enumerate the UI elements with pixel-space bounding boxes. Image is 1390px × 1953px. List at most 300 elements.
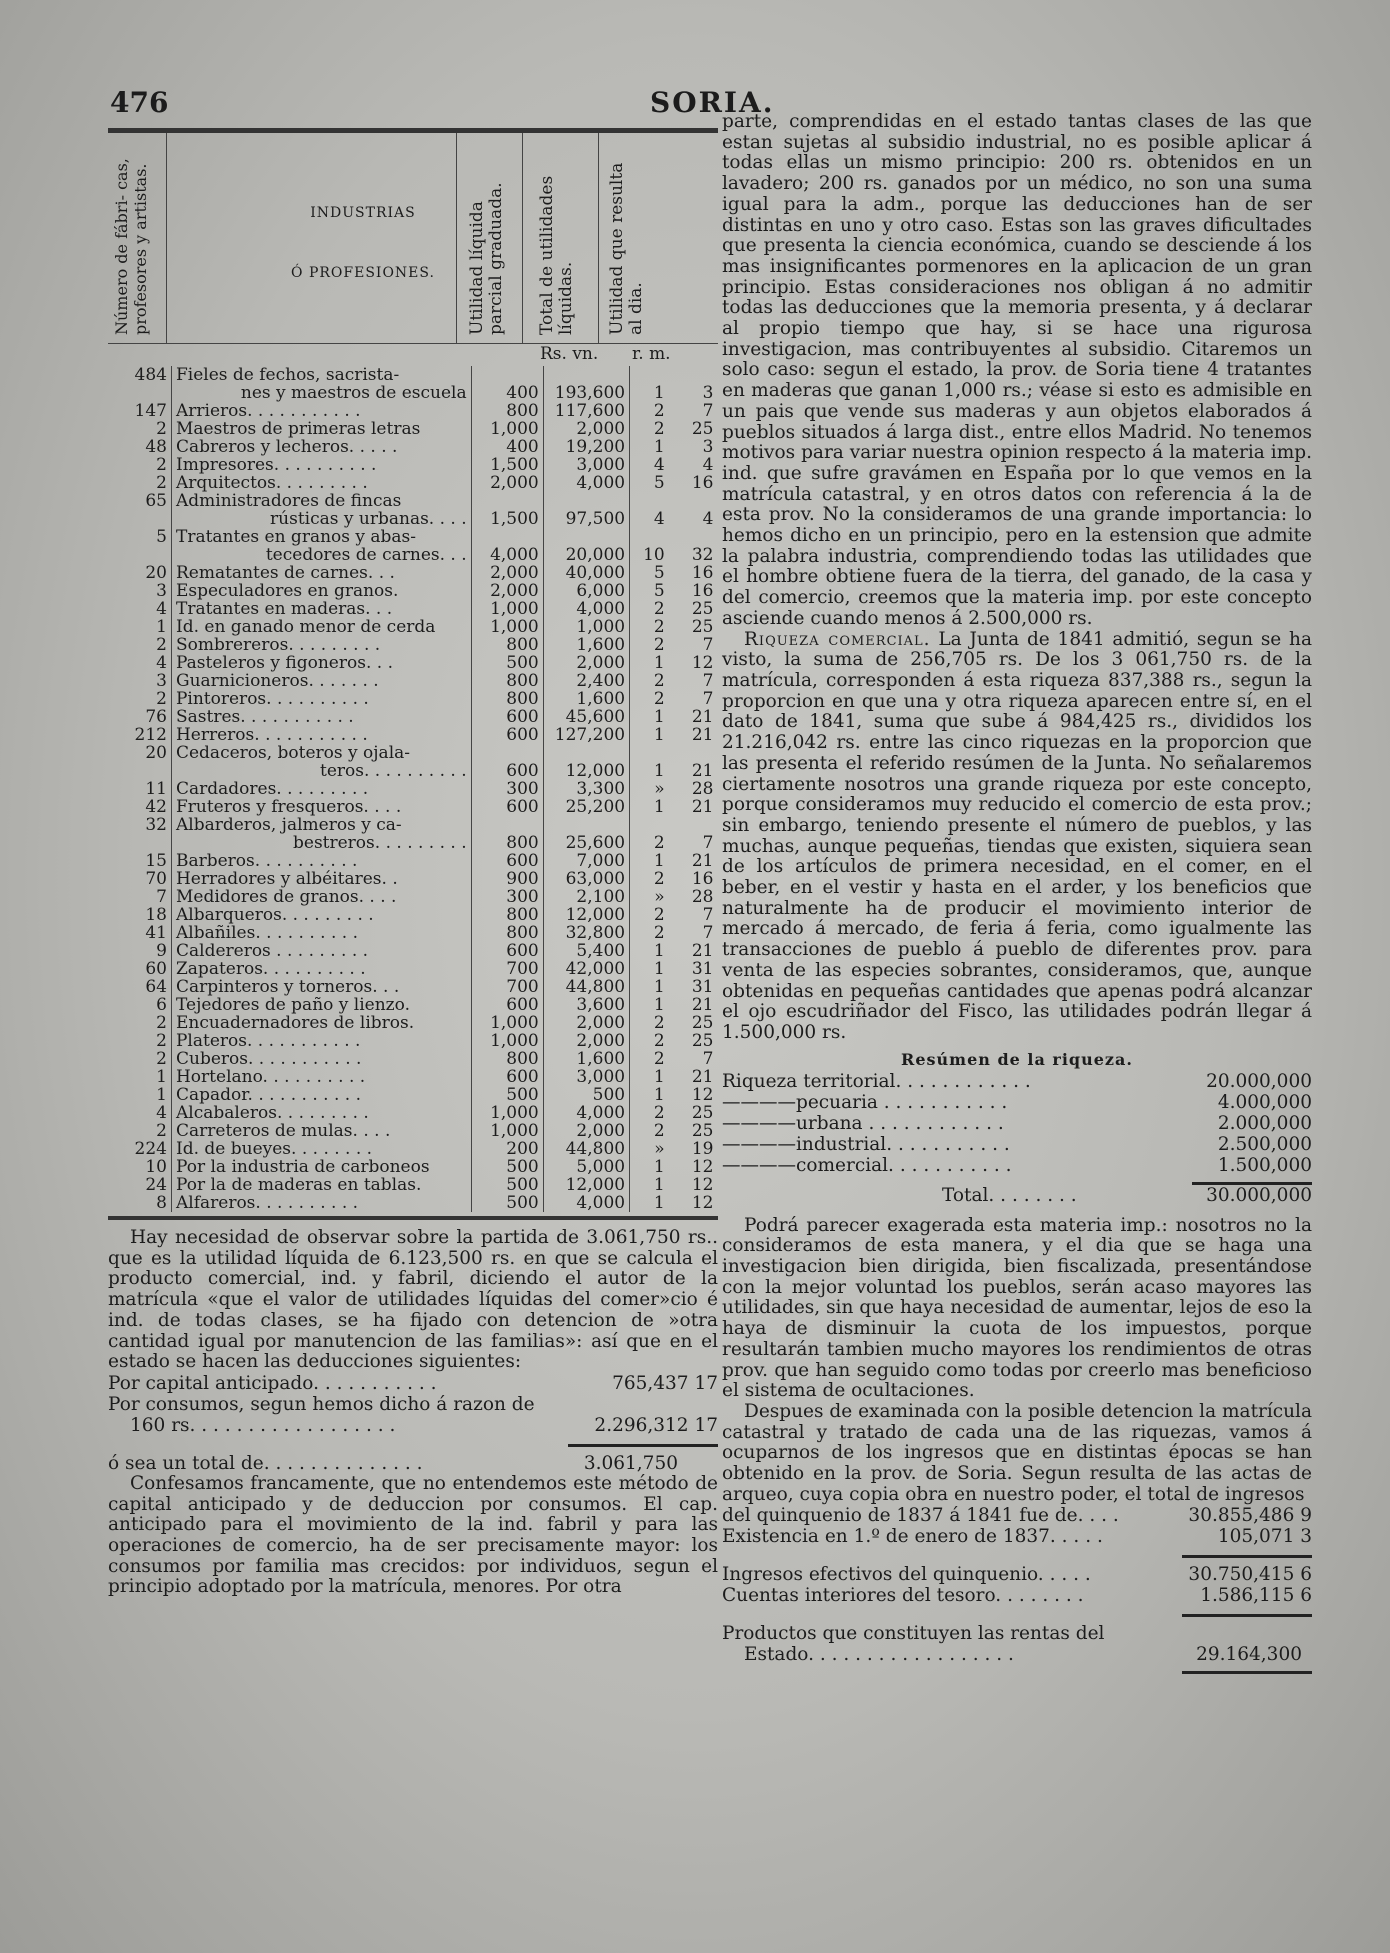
row-util: 300: [471, 888, 543, 906]
row-util: 2,000: [471, 564, 543, 582]
table-row: [108, 672, 718, 690]
row-maravedis: 21: [691, 941, 714, 961]
row-util: 500: [471, 1086, 543, 1104]
left-column: [108, 128, 718, 1598]
row-industry: Fieles de fechos, sacrista-: [171, 366, 471, 384]
row-util: 600: [471, 852, 543, 870]
table-row: [108, 888, 718, 906]
row-industry: Alfareros. . . . . . . . . .: [171, 1194, 471, 1212]
row-util: 900: [471, 870, 543, 888]
row-reales: »: [654, 779, 665, 799]
table-row: [108, 456, 718, 474]
row-util: 1,000: [471, 420, 543, 438]
row-reales: 1: [653, 707, 665, 727]
row-maravedis: 7: [702, 671, 714, 691]
row-reales: 1: [653, 1067, 665, 1087]
table-row: [108, 420, 718, 438]
row-maravedis: 16: [691, 869, 714, 889]
table-row: [108, 402, 718, 420]
row-industry: Albañiles. . . . . . . . . .: [171, 924, 471, 942]
row-count: 212: [134, 725, 167, 745]
row-maravedis: 7: [702, 689, 714, 709]
row-reales: 2: [653, 401, 665, 421]
row-maravedis: 7: [702, 905, 714, 925]
row-total: 5,000: [543, 1158, 629, 1176]
table-row: [108, 708, 718, 726]
row-count: 15: [145, 851, 167, 871]
table-row: [108, 384, 718, 402]
right-paragraph-2: [722, 630, 1312, 1044]
row-count: 18: [145, 905, 167, 925]
row-reales: 2: [653, 599, 665, 619]
row-reales: 1: [653, 761, 665, 781]
row-util: 500: [471, 654, 543, 672]
row-reales: 2: [653, 923, 665, 943]
row-maravedis: 12: [691, 1193, 714, 1213]
table-row: [108, 852, 718, 870]
row-reales: 4: [653, 455, 665, 475]
row-reales-empty: [630, 744, 669, 762]
row-util: 600: [471, 762, 543, 780]
income-ledger: [722, 1505, 1312, 1674]
row-count: 32: [145, 815, 167, 835]
row-reales: 1: [653, 383, 665, 403]
row-total: 25,600: [543, 834, 629, 852]
row-maravedis: 21: [691, 1067, 714, 1087]
row-maravedis: 21: [691, 761, 714, 781]
row-total: 12,000: [543, 1176, 629, 1194]
row-reales: 1: [653, 851, 665, 871]
table-row: [108, 780, 718, 798]
commerce-text: La Junta de 1841 admitió, segun se ha visto, la suma de 256,705 rs. De los 3 061,750 rs. de la matrícula, corresponden á esta riqueza 837,388 rs., segun la proporcion en que una y otra riqueza aparecen entre sí, en el dato de 1841, suma que sube á 984,425 rs., divididos los 21.216,042 rs. entre las cinco riquezas en la proporcion que las presenta el referido resúmen de la Junta. No señalaremos ciertamente nosotros una grande riqueza por este concepto, porque consideramos muy reducido el comercio de esta prov.; sin embargo, teniendo presente el número de pueblos, y las muchas, aunque pequeñas, tiendas que existen, siquiera sean de los artículos de primera necesidad, en el comer, en el beber, en el vestir y hasta en el arder, y los beneficios que naturalmente ha de producir el movimiento interior de mercado á mercado, de feria á feria, como igualmente las transacciones de pueblo á pueblo de diferentes prov. para venta de las especies sobrantes, consideramos, que, aunque obtenidas en pequeñas cantidades que apenas podrá alcanzar el ojo escudriñador del Fisco, las utilidades podrán llegar á 1.500,000 rs.: [722, 628, 1312, 1043]
row-total-empty: [543, 528, 629, 546]
row-count: 42: [145, 797, 167, 817]
row-reales: 2: [653, 905, 665, 925]
table-row: [108, 600, 718, 618]
row-count: 65: [145, 491, 167, 511]
row-total: 44,800: [543, 978, 629, 996]
row-util: 2,000: [471, 582, 543, 600]
row-industry: Medidores de granos. . . .: [171, 888, 471, 906]
row-reales: »: [654, 1139, 665, 1159]
table-row: [108, 492, 718, 510]
row-count: 3: [156, 581, 167, 601]
summary-row: [722, 1092, 1312, 1113]
row-util: 1,500: [471, 510, 543, 528]
row-industry: Caldereros . . . . . . . . .: [171, 942, 471, 960]
table-row: [108, 366, 718, 384]
row-util: 800: [471, 1050, 543, 1068]
row-util: 1,000: [471, 618, 543, 636]
deduction-2-amount: 2.296,312 17: [594, 1414, 718, 1436]
row-total: 4,000: [543, 1194, 629, 1212]
row-maravedis: 31: [691, 959, 714, 979]
row-count-empty: [108, 762, 171, 780]
table-bottom-rule: [108, 1216, 718, 1220]
row-reales-empty: [630, 366, 669, 384]
row-count: 60: [145, 959, 167, 979]
row-util: 800: [471, 834, 543, 852]
row-total: 6,000: [543, 582, 629, 600]
row-industry: Zapateros. . . . . . . . . .: [171, 960, 471, 978]
summary-row: [722, 1134, 1312, 1155]
deduction-2-label: Por consumos, segun hemos dicho á razon de: [108, 1393, 535, 1415]
row-reales: 1: [653, 725, 665, 745]
row-util-empty: [471, 816, 543, 834]
table-row: [108, 816, 718, 834]
row-total: 2,100: [543, 888, 629, 906]
income-3-label: Ingresos efectivos del quinquenio. . . . .: [722, 1564, 1091, 1586]
row-industry-cont: bestreros. . . . . . . . .: [171, 834, 471, 852]
row-util: 1,000: [471, 1014, 543, 1032]
row-total: 40,000: [543, 564, 629, 582]
table-row: [108, 1050, 718, 1068]
row-maravedis: 21: [691, 725, 714, 745]
right-column: [722, 112, 1312, 1674]
table-row: [108, 762, 718, 780]
row-count: 70: [145, 869, 167, 889]
row-reales: 2: [653, 419, 665, 439]
row-util: 2,000: [471, 474, 543, 492]
table-row: [108, 690, 718, 708]
row-util: 600: [471, 708, 543, 726]
row-reales: 10: [643, 545, 665, 565]
row-total: 1,600: [543, 690, 629, 708]
row-total: 3,300: [543, 780, 629, 798]
row-total: 2,000: [543, 420, 629, 438]
row-maravedis: 32: [691, 545, 714, 565]
table-row: [108, 618, 718, 636]
row-count: 2: [156, 473, 167, 493]
row-count: 76: [145, 707, 167, 727]
row-total: 2,000: [543, 1014, 629, 1032]
row-reales: 2: [653, 1031, 665, 1051]
row-reales: 2: [653, 1121, 665, 1141]
row-total-empty: [543, 366, 629, 384]
row-industry-cont: teros. . . . . . . . . .: [171, 762, 471, 780]
summary-amount: 2.500,000: [1217, 1133, 1312, 1155]
row-maravedis-empty: [669, 744, 718, 762]
page-number: 476: [110, 86, 169, 119]
deduction-1-amount: 765,437 17: [612, 1372, 718, 1394]
row-industry: Cedaceros, boteros y ojala-: [171, 744, 471, 762]
row-count: 1: [156, 1067, 167, 1087]
header-industry-1: INDUSTRIAS: [310, 205, 416, 221]
table-row: [108, 996, 718, 1014]
row-reales: 1: [653, 437, 665, 457]
left-paragraph-2: Confesamos francamente, que no entendemos este método de capital anticipado y de deduccion por consumos. El cap. anticipado para el movimiento de la ind. fabril y para las operaciones de comercio, ha de ser precisamente mayor: los consumos por familia mas crecidos: por individuos, segun el principio adoptado por la matrícula, menores. Por otra: [108, 1472, 718, 1598]
row-maravedis-empty: [669, 366, 718, 384]
summary-amount: 4.000,000: [1217, 1091, 1312, 1113]
row-reales-empty: [630, 492, 669, 510]
row-count: 147: [134, 401, 167, 421]
row-industry: Cardadores. . . . . . . . .: [171, 780, 471, 798]
row-reales: 2: [653, 635, 665, 655]
wealth-summary: [722, 1071, 1312, 1176]
table-row: [108, 834, 718, 852]
summary-label: Riqueza territorial. . . . . . . . . . . .: [722, 1070, 1031, 1092]
summary-amount: 2.000,000: [1217, 1112, 1312, 1134]
table-row: [108, 1104, 718, 1122]
row-util-empty: [471, 492, 543, 510]
row-count: 9: [156, 941, 167, 961]
row-industry: Cuberos. . . . . . . . . . .: [171, 1050, 471, 1068]
row-maravedis: 21: [691, 707, 714, 727]
row-maravedis-empty: [669, 492, 718, 510]
row-total: 5,400: [543, 942, 629, 960]
row-total: 7,000: [543, 852, 629, 870]
row-reales: 1: [653, 653, 665, 673]
row-util: 1,000: [471, 1104, 543, 1122]
row-maravedis: 25: [691, 1121, 714, 1141]
row-industry: Id. en ganado menor de cerda: [171, 618, 471, 636]
wealth-total-label: Total. . . . . . . .: [942, 1184, 1077, 1206]
header-count: Número de fábri- cas, profesores y artistas.: [112, 158, 150, 335]
row-maravedis: 28: [691, 779, 714, 799]
row-util: 600: [471, 798, 543, 816]
row-total: 25,200: [543, 798, 629, 816]
row-reales: 1: [653, 1175, 665, 1195]
table-row: [108, 528, 718, 546]
row-industry: Guarnicioneros. . . . . . .: [171, 672, 471, 690]
row-industry: Alcabaleros. . . . . . . . .: [171, 1104, 471, 1122]
commerce-heading: Riqueza comercial.: [744, 628, 931, 650]
row-util: 300: [471, 780, 543, 798]
row-maravedis-empty: [669, 528, 718, 546]
row-reales: 5: [653, 581, 665, 601]
row-industry: Fruteros y fresqueros. . . .: [171, 798, 471, 816]
row-count: 3: [156, 671, 167, 691]
row-total: 117,600: [543, 402, 629, 420]
row-count-empty: [108, 510, 171, 528]
income-3-amount: 30.750,415 6: [1188, 1564, 1312, 1586]
row-count: 7: [156, 887, 167, 907]
row-count: 2: [156, 1049, 167, 1069]
deduction-1-label: Por capital anticipado. . . . . . . . . . .: [108, 1372, 437, 1394]
row-maravedis: 7: [702, 1049, 714, 1069]
row-maravedis: 31: [691, 977, 714, 997]
deduction-2-label-2: 160 rs. . . . . . . . . . . . . . . . . .: [130, 1414, 396, 1436]
row-maravedis: 4: [702, 509, 714, 529]
row-util: 800: [471, 690, 543, 708]
row-util: 700: [471, 978, 543, 996]
row-maravedis: 7: [702, 833, 714, 853]
summary-label: ————pecuaria . . . . . . . . . . .: [722, 1091, 1008, 1113]
row-total: 1,600: [543, 1050, 629, 1068]
table-row: [108, 510, 718, 528]
row-industry: Tratantes en maderas. . .: [171, 600, 471, 618]
row-maravedis: 21: [691, 851, 714, 871]
row-count: 41: [145, 923, 167, 943]
row-industry: Administradores de fincas: [171, 492, 471, 510]
table-row: [108, 1140, 718, 1158]
summary-label: ————comercial. . . . . . . . . . .: [722, 1154, 1012, 1176]
row-maravedis: 25: [691, 617, 714, 637]
row-count: 1: [156, 1085, 167, 1105]
wealth-total: [722, 1185, 1312, 1206]
income-2-amount: 105,071 3: [1217, 1526, 1312, 1548]
table-row: [108, 744, 718, 762]
table-row: [108, 798, 718, 816]
row-count: 2: [156, 635, 167, 655]
income-5-label: Productos que constituyen las rentas del: [722, 1623, 1105, 1645]
row-total: 127,200: [543, 726, 629, 744]
row-util: 600: [471, 1068, 543, 1086]
row-util: 400: [471, 438, 543, 456]
row-count: 2: [156, 1031, 167, 1051]
row-count: 1: [156, 617, 167, 637]
row-total: 32,800: [543, 924, 629, 942]
row-reales: 2: [653, 833, 665, 853]
units-rs: Rs. vn.: [540, 344, 599, 364]
row-industry: Rematantes de carnes. . .: [171, 564, 471, 582]
table-row: [108, 1014, 718, 1032]
table-row: [108, 1122, 718, 1140]
units-rm: r. m.: [632, 344, 671, 364]
row-total: 2,400: [543, 672, 629, 690]
row-util: 200: [471, 1140, 543, 1158]
row-industry: Arquitectos. . . . . . . . .: [171, 474, 471, 492]
row-maravedis: 19: [691, 1139, 714, 1159]
table-row: [108, 654, 718, 672]
row-reales: 4: [653, 509, 665, 529]
row-reales: 1: [653, 1157, 665, 1177]
table-row: [108, 960, 718, 978]
row-maravedis: 7: [702, 635, 714, 655]
row-maravedis: 25: [691, 1031, 714, 1051]
row-util: 800: [471, 636, 543, 654]
running-title: SORIA.: [650, 86, 775, 119]
row-total: 45,600: [543, 708, 629, 726]
table-row: [108, 438, 718, 456]
row-count: 2: [156, 689, 167, 709]
row-total: 12,000: [543, 906, 629, 924]
row-maravedis: 7: [702, 923, 714, 943]
row-count: 224: [134, 1139, 167, 1159]
row-count: 24: [145, 1175, 167, 1195]
deduction-total-amount: 3.061,750: [583, 1452, 678, 1474]
row-maravedis: 25: [691, 1013, 714, 1033]
row-count-empty: [108, 834, 171, 852]
summary-row: [722, 1113, 1312, 1134]
row-total: 4,000: [543, 474, 629, 492]
row-industry: Barberos. . . . . . . . . .: [171, 852, 471, 870]
row-reales: 5: [653, 563, 665, 583]
row-total: 3,000: [543, 1068, 629, 1086]
row-count: 48: [145, 437, 167, 457]
row-maravedis: 7: [702, 401, 714, 421]
row-count: 484: [134, 365, 167, 385]
row-reales: 2: [653, 617, 665, 637]
row-industry: Albarderos, jalmeros y ca-: [171, 816, 471, 834]
income-1-label: del quinquenio de 1837 á 1841 fue de. . . .: [722, 1505, 1119, 1527]
header-industry: [258, 183, 468, 303]
row-total: 500: [543, 1086, 629, 1104]
row-industry: Por la industria de carboneos: [171, 1158, 471, 1176]
table-row: [108, 870, 718, 888]
table-row: [108, 546, 718, 564]
header-industry-2: Ó PROFESIONES.: [291, 265, 435, 281]
table-row: [108, 942, 718, 960]
row-total: 3,000: [543, 456, 629, 474]
table-row: [108, 636, 718, 654]
row-industry: Sombrereros. . . . . . . . .: [171, 636, 471, 654]
row-count: 8: [156, 1193, 167, 1213]
row-maravedis: 21: [691, 995, 714, 1015]
row-total: 20,000: [543, 546, 629, 564]
row-reales: 1: [653, 977, 665, 997]
row-industry: Herradores y albéitares. .: [171, 870, 471, 888]
table-row: [108, 906, 718, 924]
row-total: 42,000: [543, 960, 629, 978]
row-total: 97,500: [543, 510, 629, 528]
row-industry: Pintoreros. . . . . . . . . .: [171, 690, 471, 708]
row-maravedis: 4: [702, 455, 714, 475]
right-paragraph-3: Podrá parecer exagerada esta materia imp.: nosotros no la consideramos de esta manera, y el dia que se haga una investigacion bien dirigida, bien fiscalizada, presentándose con la mejor voluntad los pueblos, serán acaso mayores las utilidades, sin que haya necesidad de aumentar, lejos de eso la haya de disminuir la cuota de los impuestos, porque resultarán tambien mucho mayores los rendimientos de otras prov. que han seguido como todas por creerlo mas beneficioso el sistema de ocultaciones.: [722, 1214, 1312, 1402]
row-reales: 2: [653, 1103, 665, 1123]
row-count: 4: [156, 599, 167, 619]
row-count: 6: [156, 995, 167, 1015]
row-maravedis: 12: [691, 653, 714, 673]
row-count-empty: [108, 384, 171, 402]
row-reales: 1: [653, 941, 665, 961]
row-industry-cont: rústicas y urbanas. . . .: [171, 510, 471, 528]
row-industry: Cabreros y lecheros. . . . .: [171, 438, 471, 456]
row-industry: Encuadernadores de libros.: [171, 1014, 471, 1032]
row-reales: 1: [653, 959, 665, 979]
row-maravedis: 16: [691, 563, 714, 583]
wealth-total-amount: 30.000,000: [1206, 1184, 1312, 1206]
row-reales: 2: [653, 1013, 665, 1033]
row-count: 5: [156, 527, 167, 547]
summary-title: Resúmen de la riqueza.: [901, 1049, 1133, 1069]
row-total: 19,200: [543, 438, 629, 456]
table-row: [108, 1086, 718, 1104]
row-industry: Tejedores de paño y lienzo.: [171, 996, 471, 1014]
row-util-empty: [471, 528, 543, 546]
row-total: 1,600: [543, 636, 629, 654]
row-util-empty: [471, 366, 543, 384]
row-count: 11: [145, 779, 167, 799]
row-maravedis: 25: [691, 419, 714, 439]
row-count: 10: [145, 1157, 167, 1177]
row-reales: 5: [653, 473, 665, 493]
row-reales: 2: [653, 671, 665, 691]
row-util: 500: [471, 1176, 543, 1194]
row-count: 2: [156, 419, 167, 439]
row-util: 600: [471, 942, 543, 960]
row-industry: Carreteros de mulas. . . .: [171, 1122, 471, 1140]
income-4-label: Cuentas interiores del tesoro. . . . . . . .: [722, 1585, 1084, 1607]
row-industry: Plateros. . . . . . . . . . .: [171, 1032, 471, 1050]
row-industry-cont: tecedores de carnes. . .: [171, 546, 471, 564]
row-industry: Maestros de primeras letras: [171, 420, 471, 438]
row-maravedis: 3: [702, 383, 714, 403]
row-industry: Pasteleros y figoneros. . .: [171, 654, 471, 672]
row-reales-empty: [630, 528, 669, 546]
row-util: 600: [471, 996, 543, 1014]
header-day: Utilidad que resulta al dia.: [607, 162, 646, 335]
right-paragraph-1: parte, comprendidas en el estado tantas clases de las que estan sujetas al subsidio industrial, no es posible aplicar á todas ellas un mismo principio: 200 rs. obtenidos en un lavadero; 200 rs. ganados por un médico, no son una suma igual para la adm., porque las deducciones han de ser distintas en uno y otro caso. Estas son las graves dificultades que presenta la ciencia económica, cuando se desciende á los mas insignificantes pormenores en la aplicacion de un gran principio. Estas consideraciones nos obligan á no admitir todas las deducciones que la memoria presenta, y á declarar al propio tiempo que hay, si se hace una rigurosa investigacion, mas contribuyentes al subsidio. Citaremos un solo caso: segun el estado, la prov. de Soria tiene 4 tratantes en maderas que ganan 1,000 rs.; véase si esto es admisible en un pais que vende sus maderas y aun objetos elaborados á pueblos situados á larga dist., entre ellos Madrid. No tenemos motivos para variar nuestra opinion respecto á la materia imp. ind. que sufre gravámen en España por lo que vemos en la matrícula catastral, y en otros datos con referencia á la de esta prov. No la consideramos de una grande importancia: lo hemos dicho en un principio, pero en la estension que admite la palabra industria, comprendiendo todas las utilidades que el hombre obtiene fuera de la tierra, del ganado, de la casa y del comercio, creemos que la materia imp. por este concepto asciende cuando menos á 2.500,000 rs.: [722, 111, 1312, 629]
units-row: [108, 344, 718, 366]
row-count: 2: [156, 1013, 167, 1033]
row-reales: »: [654, 887, 665, 907]
row-util: 500: [471, 1194, 543, 1212]
row-maravedis: 21: [691, 797, 714, 817]
row-total: 12,000: [543, 762, 629, 780]
row-util: 4,000: [471, 546, 543, 564]
row-util: 1,000: [471, 1122, 543, 1140]
